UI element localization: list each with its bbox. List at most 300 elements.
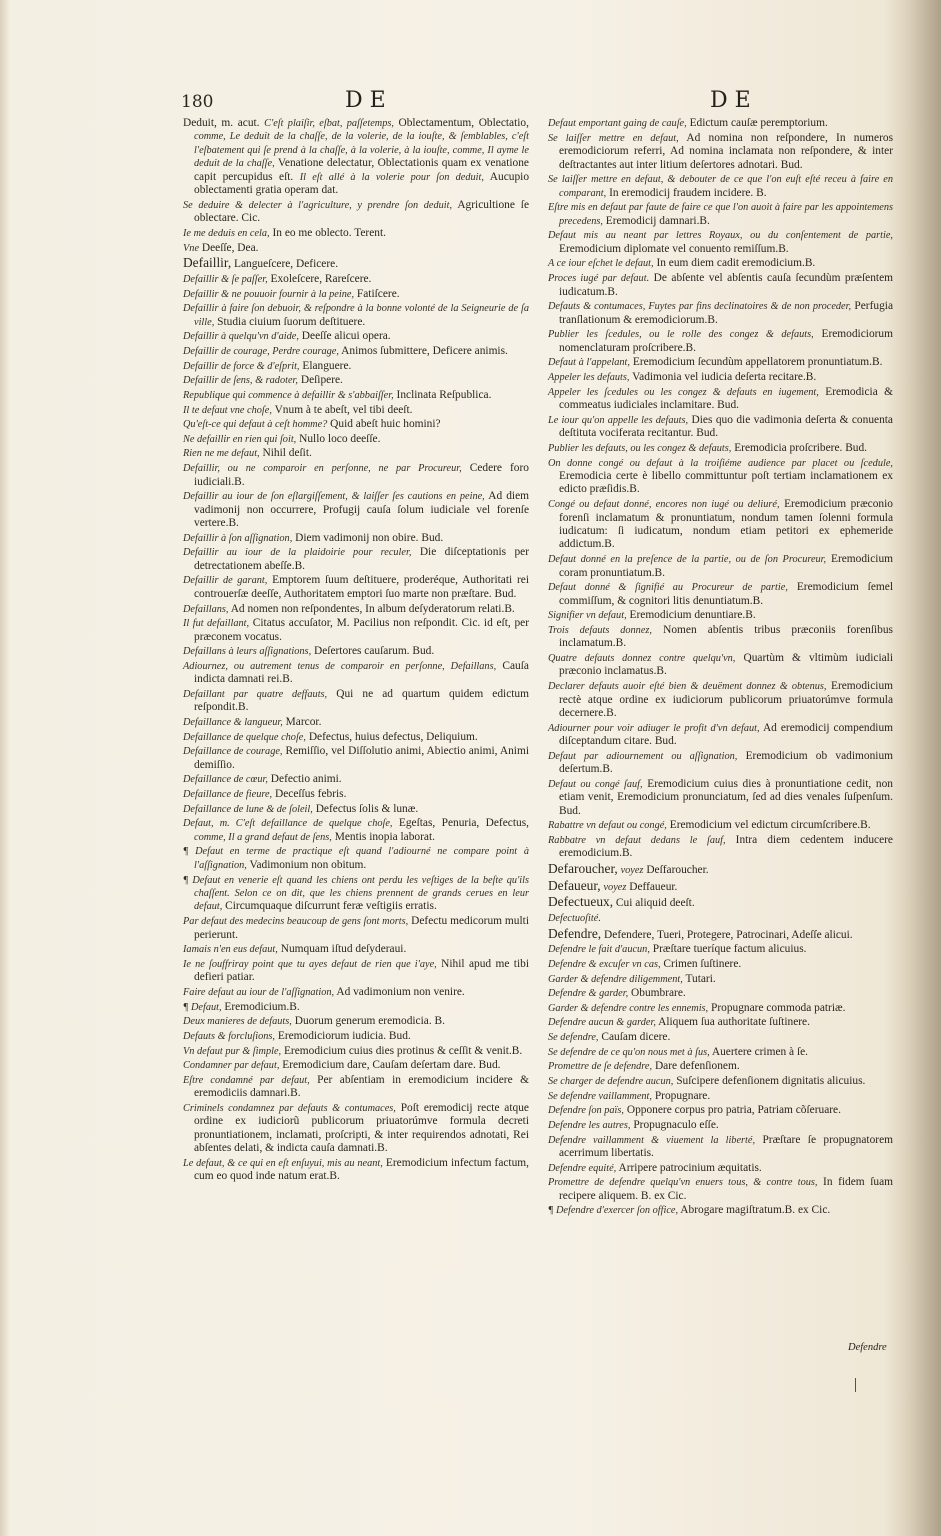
dictionary-entry	[548, 862, 893, 877]
entry-french: Faire defaut au iour de l'aſſignation,	[183, 986, 335, 998]
entry-french: Defaillir, ou ne comparoir en perſonne, ne par Procureur,	[183, 463, 462, 475]
entry-french: Defauts & forcluſions,	[183, 1030, 276, 1042]
entry-french: ¶ Defaut en terme de practique eſt quand l'adiourné ne compare point à l'aſſignation,	[183, 846, 529, 871]
dictionary-entry	[183, 360, 529, 373]
entry-french: Defaut emportant gaing de cauſe,	[548, 118, 687, 129]
entry-latin: Per abſentiam in eremodicium incidere & eremodiciis damnari.B.	[194, 1073, 529, 1100]
entry-headword: Defectueux,	[548, 894, 614, 910]
dictionary-entry	[183, 1102, 529, 1156]
entry-french: Se defendre,	[548, 1032, 599, 1044]
entry-latin: De abſente vel abſentis cauſa ſecundùm præſentem iudicatum.B.	[559, 272, 893, 298]
entry-latin: Eremodicium vel edictum circumſcribere.B.	[669, 819, 871, 832]
entry-headword: Defaueur,	[548, 877, 601, 893]
entry-french: ¶ Defaut,	[183, 1001, 222, 1013]
dictionary-entry	[548, 1075, 893, 1088]
dictionary-entry	[548, 1176, 893, 1203]
entry-french: Il te defaut vne choſe,	[183, 404, 272, 416]
dictionary-entry	[183, 986, 529, 999]
entry-french: Garder & defendre diligemment,	[548, 973, 683, 985]
dictionary-entry	[183, 817, 529, 844]
dictionary-entry	[548, 1046, 893, 1059]
entry-french: Il eſt allé à la volerie pour ſon deduit,	[299, 171, 484, 183]
entry-latin: Propugnare.	[654, 1089, 711, 1102]
entry-french: Condamner par defaut,	[183, 1060, 280, 1072]
entry-french: On donne congé ou defaut à la troiſiéme audience par placet ou ſcedule,	[548, 457, 893, 469]
entry-french: Le iour qu'on appelle les defauts,	[548, 414, 689, 426]
entry-french: Iamais n'en eus defaut,	[183, 944, 278, 956]
entry-latin: Intra diem cedentem inducere eremodicium.B.	[559, 833, 893, 860]
left-column	[183, 117, 529, 1185]
entry-latin: Numquam iſtud deſyderaui.	[280, 943, 407, 956]
entry-latin: Eremodicium præconio forenſi inclamatum & pronuntiatum, nondum tamen ſolenni formula iudicatum: ſi iudicatum, nondum etiam petitori ex ephemeride addictum.B.	[559, 498, 893, 551]
entry-latin: Eremodicium infectum factum, cum eo quod inde natum erat.B.	[194, 1156, 529, 1183]
entry-french: Ie me deduis en cela,	[183, 228, 270, 239]
entry-latin: Elanguere.	[302, 359, 352, 372]
entry-french: Defendre & excuſer vn cas,	[548, 958, 661, 970]
dictionary-entry	[183, 716, 529, 729]
entry-french: Defaillant par quatre deffauts,	[183, 689, 328, 700]
dictionary-entry	[548, 132, 893, 172]
dictionary-entry	[183, 242, 529, 255]
entry-french: Vne	[183, 242, 200, 254]
entry-latin: Eremodicium ob vadimonium deſertum.B.	[559, 749, 893, 776]
entry-latin: Citatus accuſator, M. Pacilius non reſpondit. Cic. id eſt, per præconem vocatus.	[194, 617, 529, 643]
entry-latin: Eremodicium ſecundùm appellatorem pronuntiatum.B.	[632, 356, 883, 369]
entry-latin: Nomen abſentis tribus præconiis forenſibus inclamatum.B.	[559, 623, 893, 650]
entry-latin: Aliquem ſua authoritate ſuſtinere.	[658, 1016, 810, 1029]
entry-french: Defaillir à ſon aſſignation,	[183, 532, 293, 544]
entry-french: Par defaut des medecins beaucoup de gens ſont morts,	[183, 916, 409, 928]
dictionary-entry	[183, 845, 529, 872]
entry-latin: Inclinata Reſpublica.	[396, 388, 492, 401]
dictionary-entry	[183, 1045, 529, 1058]
dictionary-entry	[548, 1031, 893, 1044]
dictionary-entry	[183, 943, 529, 956]
dictionary-entry	[183, 374, 529, 387]
entry-latin: Defectus ſolis & lunæ.	[315, 802, 419, 815]
entry-french: Defauts & contumaces, Fuytes par fins declinatoires & de non proceder,	[548, 301, 852, 313]
dictionary-entry	[548, 609, 893, 622]
dictionary-entry	[548, 680, 893, 720]
entry-french: Defaut, m. C'eſt defaillance de quelque choſe,	[183, 818, 393, 830]
entry-latin: Præſtare ſe propugnatorem acerrimum libertatis.	[559, 1133, 893, 1160]
entry-french: Republique qui commence à defaillir & s'abbaiſſer,	[183, 389, 394, 401]
entry-latin: Abrogare magiſtratum.B. ex Cic.	[680, 1204, 831, 1217]
dictionary-entry	[548, 229, 893, 256]
dictionary-entry	[548, 457, 893, 497]
entry-french: Rabbatre vn defaut dedans le ſauf,	[548, 834, 726, 846]
entry-latin: Tutari.	[685, 972, 716, 985]
entry-latin: Eremodicia proſcribere. Bud.	[734, 441, 868, 454]
entry-french: Il fut defaillant,	[183, 618, 250, 630]
dictionary-entry	[183, 1074, 529, 1101]
entry-latin: Studia ciuium ſuorum deſtituere.	[217, 315, 366, 328]
entry-latin: Ad diem vadimonij non occurrere, Profugij cauſa ſolum iudiciale vel forenſe vertere.B.	[194, 490, 529, 530]
entry-french: Se laiſſer mettre en defaut,	[548, 132, 679, 144]
entry-latin: Præſtare tueríque factum alicuius.	[652, 943, 807, 956]
entry-latin: In fidem ſuam recipere aliquem. B. ex Cic.	[559, 1176, 893, 1202]
entry-latin: Cauſa indicta damnati rei.B.	[194, 659, 529, 686]
entry-french: C'eſt plaiſir, eſbat, paſſetemps,	[264, 118, 394, 129]
entry-french: Promettre de ſe defendre,	[548, 1061, 653, 1073]
entry-latin: Mentis inopia laborat.	[334, 830, 435, 843]
entry-french: Defectuoſité.	[548, 913, 601, 924]
dictionary-entry	[183, 404, 529, 417]
entry-headword: Deduit, m. acut.	[183, 117, 260, 129]
entry-french: Eſtre mis en defaut par faute de faire ce que l'on auoit à faire par les appointemens precedens,	[548, 202, 893, 227]
entry-french: Se laiſſer mettre en defaut, & debouter de ce que l'on euſt eſté receu à faire en comparant,	[548, 174, 893, 199]
entry-french: Defaillir au iour de la plaidoirie pour reculer,	[183, 547, 412, 559]
entry-french: Proces iugé par defaut.	[548, 273, 650, 285]
entry-french: Appeler les defauts,	[548, 372, 630, 384]
dictionary-entry	[183, 447, 529, 460]
dictionary-entry	[183, 288, 529, 301]
entry-latin: Ad nomen non reſpondentes, In album deſyderatorum relati.B.	[230, 602, 515, 615]
dictionary-entry	[548, 414, 893, 441]
dictionary-entry	[548, 943, 893, 956]
dictionary-entry	[548, 371, 893, 384]
entry-headword: Defendre,	[548, 925, 602, 941]
page-edge-shadow	[905, 0, 941, 1536]
dictionary-entry	[548, 117, 893, 130]
entry-latin: Propugnare commoda patriæ.	[711, 1001, 846, 1014]
entry-latin: Auertere crimen à ſe.	[711, 1045, 809, 1058]
dictionary-entry	[548, 386, 893, 413]
entry-french: Vn defaut pur & ſimple,	[183, 1045, 282, 1057]
entry-french: Congé ou defaut donné, encores non iugé ou deliuré,	[548, 499, 780, 511]
dictionary-entry	[548, 1119, 893, 1132]
entry-latin: Poſt eremodicij recte atque ordine ex iudiciorũ publicorum priuatorúmve formula decreti pronuntiationem, inclamati, proſcripti, & inter requirendos adnotati, Rei abſentes delati, & indicta cauſa damnati.B.	[194, 1101, 529, 1155]
entry-latin: Deceſſus febris.	[274, 788, 347, 801]
dictionary-entry	[548, 958, 893, 971]
entry-french: Criminels condamnez par defauts & contumaces,	[183, 1102, 396, 1114]
entry-french: voyez	[620, 865, 644, 877]
dictionary-entry	[183, 731, 529, 744]
entry-latin: Crimen ſuſtinere.	[663, 957, 742, 970]
dictionary-entry	[548, 987, 893, 1000]
entry-latin: Suſcipere defenſionem dignitatis alicuius.	[676, 1075, 866, 1088]
dictionary-entry	[183, 645, 529, 658]
entry-latin: Qui ne ad quartum quidem edictum reſpondit.B.	[194, 688, 529, 714]
entry-latin: In eo me oblecto. Terent.	[272, 227, 386, 239]
dictionary-entry	[183, 1030, 529, 1043]
entry-latin: Eremodicij damnari.B.	[605, 214, 710, 227]
entry-latin: Defectio animi.	[270, 773, 342, 786]
entry-latin: Agricultione ſe oblectare. Cic.	[194, 198, 530, 225]
dictionary-entry	[183, 745, 529, 772]
entry-latin: Eremodicium ſemel commiſſum, & cognitori litis denuntiatum.B.	[559, 581, 893, 607]
entry-french: Adiourner pour voir adiuger le profit d'vn defaut,	[548, 722, 760, 734]
entry-latin: Circumquaque diſcurrunt feræ veſtigiis erratis.	[225, 900, 437, 913]
entry-french: Defaut mis au neant par lettres Royaux, ou du conſentement de partie,	[548, 230, 893, 242]
dictionary-entry	[548, 927, 893, 942]
entry-french: Ie ne ſouffriray point que tu ayes defaut de rien que i'aye,	[183, 958, 437, 970]
entry-french: ¶ Defaut en venerie eſt quand les chiens ont perdu les veſtiges de la beſte qu'ils chaſſent. Selon ce on dit, que les chiens prennent de grands cerues en leur defaut,	[183, 874, 529, 913]
dictionary-entry	[548, 581, 893, 608]
dictionary-entry	[548, 553, 893, 580]
entry-french: Defaillance de fieure,	[183, 789, 273, 801]
entry-latin: Perfugia tranſlationum & eremodiciorum.B.	[559, 300, 893, 326]
dictionary-entry	[548, 895, 893, 910]
entry-french: ¶ Defendre d'exercer ſon office,	[548, 1205, 679, 1217]
entry-french: Defaillir à faire ſon debuoir, & reſpondre à la bonne volonté de la Seigneurie de ſa ville,	[183, 303, 529, 328]
dictionary-entry	[548, 272, 893, 299]
entry-latin: Oblectamentum, Oblectatio,	[398, 117, 529, 129]
entry-latin: Opponere corpus pro patria, Patriam cõſeruare.	[626, 1104, 841, 1117]
entry-latin: Eremodicia certe è libello committuntur poſt tertiam inclamationem ex edicto præſidis.B.	[559, 469, 893, 496]
entry-latin: Deffaueur.	[629, 880, 678, 893]
entry-headword: Defaroucher,	[548, 861, 618, 877]
dictionary-entry	[183, 1015, 529, 1028]
entry-french: comme, Il a grand defaut de ſens,	[194, 831, 332, 843]
dictionary-entry	[183, 874, 529, 914]
entry-french: Declarer defauts auoir eſté bien & deuëment donnez & obtenus,	[548, 681, 827, 693]
running-head-left: DE	[345, 88, 393, 113]
dictionary-entry	[183, 688, 529, 715]
dictionary-entry	[548, 722, 893, 749]
dictionary-entry	[183, 227, 529, 240]
dictionary-entry	[548, 201, 893, 228]
entry-french: Defaillance de lune & de ſoleil,	[183, 803, 313, 815]
dictionary-entry	[183, 660, 529, 687]
dictionary-entry	[183, 433, 529, 446]
entry-latin: Quartùm & vltimùm iudiciali præconio inclamatus.B.	[559, 651, 893, 678]
dictionary-entry	[183, 788, 529, 801]
entry-latin: Eremodicium denuntiare.B.	[629, 609, 756, 622]
entry-french: Defaillir à quelqu'vn d'aide,	[183, 331, 299, 343]
dictionary-entry	[183, 574, 529, 601]
entry-french: Defaillir & ſe paſſer,	[183, 273, 268, 285]
dictionary-entry	[183, 462, 529, 489]
right-column	[548, 117, 893, 1219]
entry-latin: Animos ſubmittere, Deficere animis.	[341, 344, 508, 357]
dictionary-entry	[183, 256, 529, 271]
entry-latin: Marcor.	[285, 716, 322, 729]
entry-latin: Fatiſcere.	[356, 287, 400, 300]
entry-french: Se defendre de ce qu'on nous met à ſus,	[548, 1046, 710, 1058]
entry-french: Appeler les ſcedules ou les congez & defauts en iugement,	[548, 386, 819, 398]
entry-french: Defaillance de quelque choſe,	[183, 731, 306, 743]
dictionary-entry	[183, 532, 529, 545]
entry-french: Defendre aucun & garder,	[548, 1017, 656, 1029]
dictionary-entry	[183, 302, 529, 329]
entry-latin: Dies quo die vadimonia deſerta & conuenta deſtituta vociferata recitantur. Bud.	[559, 413, 893, 440]
entry-latin: Remiſſio, vel Diſſolutio animi, Abiectio animi, Animi demiſſio.	[194, 745, 530, 771]
entry-latin: Nullo loco deeſſe.	[299, 432, 381, 445]
entry-latin: Defectu medicorum multi perierunt.	[194, 915, 529, 941]
dictionary-entry	[548, 819, 893, 832]
entry-french: Defaut ou congé ſauf,	[548, 778, 643, 790]
entry-french: Defaillance & langueur,	[183, 717, 283, 729]
entry-french: Defendre & garder,	[548, 988, 629, 1000]
entry-latin: Eremodicium cuius dies protinus & ceſſit & venit.B.	[283, 1044, 523, 1057]
entry-french: Defendre les autres,	[548, 1119, 631, 1131]
entry-french: Defaut donné en la preſence de la partie, ou de ſon Procureur,	[548, 554, 827, 566]
entry-latin: Venatione delectatur, Oblectationis quam ex venatione capit percupidus eſt.	[194, 157, 529, 183]
dictionary-entry	[548, 624, 893, 651]
dictionary-entry	[548, 442, 893, 455]
entry-latin: Cedere foro iudiciali.B.	[194, 462, 529, 488]
dictionary-entry	[548, 834, 893, 861]
entry-french: Defaut par adiournement ou aſſignation,	[548, 750, 738, 762]
dictionary-entry	[548, 1204, 893, 1217]
dictionary-entry	[183, 199, 529, 226]
dictionary-entry	[548, 912, 893, 925]
entry-french: Deux manieres de defauts,	[183, 1016, 292, 1028]
dictionary-entry	[548, 750, 893, 777]
dictionary-entry	[183, 546, 529, 573]
entry-french: Qu'eſt-ce qui defaut à ceſt homme?	[183, 419, 328, 431]
entry-french: Defendre le fait d'aucun,	[548, 944, 650, 956]
entry-french: Publier les defauts, ou les congez & defauts,	[548, 442, 732, 454]
entry-headword: Defaillir,	[183, 255, 232, 271]
entry-french: Trois defauts donnez,	[548, 624, 652, 636]
dictionary-entry	[183, 273, 529, 286]
entry-latin: Vadimonium non obitum.	[249, 858, 367, 871]
entry-latin: In eremodicij fraudem incidere. B.	[609, 186, 767, 199]
dictionary-entry	[183, 1059, 529, 1072]
entry-french: Signifier vn defaut,	[548, 610, 627, 622]
entry-french: Defendre vaillamment & viuement la liberté,	[548, 1134, 756, 1146]
entry-latin: Emptorem ſuum deſtituere, proderéque, Authoritati rei controuerſæ deeſſe, Authoritatem emptori ſuo marte non præſtare. Bud.	[194, 574, 529, 600]
entry-french: Defaillans à leurs aſſignations,	[183, 646, 312, 658]
entry-latin: Defendere, Tueri, Protegere, Patrocinari, Adeſſe alicui.	[604, 928, 853, 941]
entry-french: Defaillir & ne pouuoir fournir à la peine,	[183, 288, 355, 300]
dictionary-entry	[183, 418, 529, 431]
dictionary-entry	[183, 803, 529, 816]
entry-latin: Dare defenſionem.	[654, 1060, 740, 1073]
entry-latin: Propugnaculo eſſe.	[633, 1118, 719, 1131]
entry-french: Defaillir de garant,	[183, 575, 268, 587]
dictionary-entry	[183, 117, 529, 198]
dictionary-entry	[548, 1162, 893, 1175]
entry-latin: Deeſſe, Dea.	[201, 241, 259, 254]
entry-french: Se deduire & delecter à l'agriculture, y prendre ſon deduit,	[183, 199, 453, 211]
margin-mark	[855, 1378, 856, 1392]
entry-latin: Aucupio oblectamenti gratia operam dat.	[194, 170, 530, 197]
entry-latin: Eremodiciorum iudicia. Bud.	[277, 1029, 411, 1042]
entry-latin: Die diſceptationis per detrectationem abeſſe.B.	[194, 546, 529, 572]
entry-latin: Eremodicium cuius dies à pronuntiatione cedit, non etiam venit, Eremodicium pronunciatum, ſed ad dies venales ſuſpenſum. Bud.	[559, 777, 893, 817]
entry-latin: Defectus, huius defectus, Deliquium.	[308, 730, 478, 743]
entry-latin: Eremodicia & commeatus iudiciales inclamitare. Bud.	[559, 385, 893, 412]
entry-latin: Ad nomina non reſpondere, In numeros eremodiciorum referri, Ad nomina inclamata non reſpondere, & inter deſtractantes aut inter litium deſertores adnotari. Bud.	[559, 131, 894, 171]
entry-french: Defaut donné & ſignifié au Procureur de partie,	[548, 582, 788, 594]
entry-french: Defaillir au iour de ſon eſlargiſſement, & laiſſer ſes cautions en peine,	[183, 491, 485, 503]
entry-french: Promettre de defendre quelqu'vn enuers tous, & contre tous,	[548, 1177, 818, 1189]
entry-latin: Vnum à te abeſt, vel tibi deeſt.	[274, 403, 413, 416]
dictionary-entry	[183, 1157, 529, 1184]
dictionary-entry	[548, 1104, 893, 1117]
entry-latin: Cui aliquid deeſt.	[615, 897, 695, 910]
dictionary-entry	[183, 389, 529, 402]
entry-french: Defaillir de force & d'eſprit,	[183, 360, 300, 372]
entry-french: Defaillans,	[183, 603, 229, 615]
dictionary-entry	[548, 173, 893, 200]
dictionary-entry	[548, 1134, 893, 1161]
entry-latin: Deſipere.	[300, 374, 343, 387]
dictionary-entry	[548, 1060, 893, 1073]
entry-latin: Deeſſe alicui opera.	[301, 330, 391, 343]
dictionary-entry	[548, 300, 893, 327]
entry-latin: Eremodicium dare, Cauſam deſertam dare. Bud.	[282, 1059, 501, 1072]
entry-french: Defendre equité,	[548, 1162, 617, 1174]
entry-french: Rien ne me defaut,	[183, 448, 260, 460]
entry-french: Rabattre vn defaut ou congé,	[548, 820, 667, 832]
entry-latin: Vadimonia vel iudicia deſerta recitare.B.	[632, 371, 817, 384]
entry-french: Quatre defauts donnez contre quelqu'vn,	[548, 652, 736, 664]
dictionary-entry	[183, 490, 529, 530]
entry-latin: Nihil deſit.	[262, 447, 312, 460]
entry-french: Defaillir de ſens, & radoter,	[183, 375, 298, 387]
dictionary-entry	[548, 356, 893, 369]
entry-latin: Cauſam dicere.	[601, 1031, 671, 1044]
entry-french: Defaillance de cœur,	[183, 774, 268, 786]
entry-latin: Ad eremodicij compendium diſceptandum citare. Bud.	[559, 721, 893, 748]
entry-latin: Egeſtas, Penuria, Defectus,	[398, 817, 529, 830]
entry-latin: Edictum cauſæ peremptorium.	[689, 117, 828, 129]
dictionary-entry	[183, 773, 529, 786]
entry-latin: Ad vadimonium non venire.	[336, 985, 465, 998]
entry-french: comme, Le deduit de la chaſſe, de la volerie, de la iouſte, & ſemblables, c'eſt l'eſbatement qui ſe prend à la chaſſe, à la volerie, à la iouſte, comme, Il ayme le deduit de la chaſſe,	[194, 131, 529, 170]
running-head-right: DE	[710, 88, 758, 113]
entry-latin: Diem vadimonij non obire. Bud.	[295, 531, 444, 544]
entry-latin: Eremodicium diplomate vel conuento remiſſum.B.	[559, 242, 789, 255]
entry-latin: Eremodicium rectè atque ordine ex iudiciorum publicorum priuatorúmve formula decernere.B.	[559, 680, 893, 719]
dictionary-entry	[548, 328, 893, 355]
dictionary-entry	[548, 1002, 893, 1015]
entry-french: voyez	[603, 881, 627, 893]
dictionary-entry	[183, 1001, 529, 1014]
dictionary-entry	[548, 498, 893, 552]
entry-french: Defaillance de courage,	[183, 746, 283, 758]
entry-french: Eſtre condamné par defaut,	[183, 1074, 310, 1086]
entry-french: Adiournez, ou autrement tenus de comparoir en perſonne, Defaillans,	[183, 660, 497, 672]
dictionary-entry	[183, 915, 529, 942]
catchword: Defendre	[848, 1342, 887, 1353]
entry-french: Defendre ſon païs,	[548, 1105, 624, 1117]
entry-latin: Obumbrare.	[631, 987, 686, 1000]
entry-french: A ce iour eſchet le defaut,	[548, 258, 654, 270]
dictionary-entry	[548, 879, 893, 894]
entry-french: Publier les ſcedules, ou le rolle des congez & defauts,	[548, 329, 814, 341]
entry-latin: Duorum generum eremodicia. B.	[294, 1015, 445, 1028]
entry-french: Garder & defendre contre les ennemis,	[548, 1002, 709, 1014]
entry-french: Le defaut, & ce qui en eſt enſuyui, mis au neant,	[183, 1157, 383, 1169]
dictionary-entry	[548, 1016, 893, 1029]
dictionary-entry	[183, 617, 529, 644]
entry-latin: Eremodiciorum nomenclaturam proſcribere.B.	[559, 328, 893, 354]
dictionary-entry	[548, 973, 893, 986]
entry-latin: In eum diem cadit eremodicium.B.	[656, 257, 816, 270]
entry-latin: Deſfaroucher.	[646, 864, 709, 877]
entry-french: Ne defaillir en rien qui ſoit,	[183, 433, 297, 445]
dictionary-entry	[183, 958, 529, 985]
entry-french: Defaillir de courage, Perdre courage,	[183, 345, 339, 357]
entry-latin: Quid abeſt huic homini?	[330, 418, 441, 431]
entry-latin: Eremodicium coram pronuntiatum.B.	[559, 553, 893, 579]
entry-latin: Nihil apud me tibi defieri patiar.	[194, 957, 529, 984]
entry-latin: Eremodicium.B.	[224, 1000, 300, 1013]
dictionary-entry	[548, 778, 893, 818]
dictionary-entry	[183, 330, 529, 343]
entry-french: Se defendre vaillamment,	[548, 1090, 652, 1102]
dictionary-entry	[548, 652, 893, 679]
dictionary-entry	[548, 1090, 893, 1103]
entry-latin: Arripere patrocinium æquitatis.	[618, 1161, 762, 1174]
entry-latin: Exoleſcere, Rareſcere.	[270, 272, 372, 285]
dictionary-entry	[183, 603, 529, 616]
